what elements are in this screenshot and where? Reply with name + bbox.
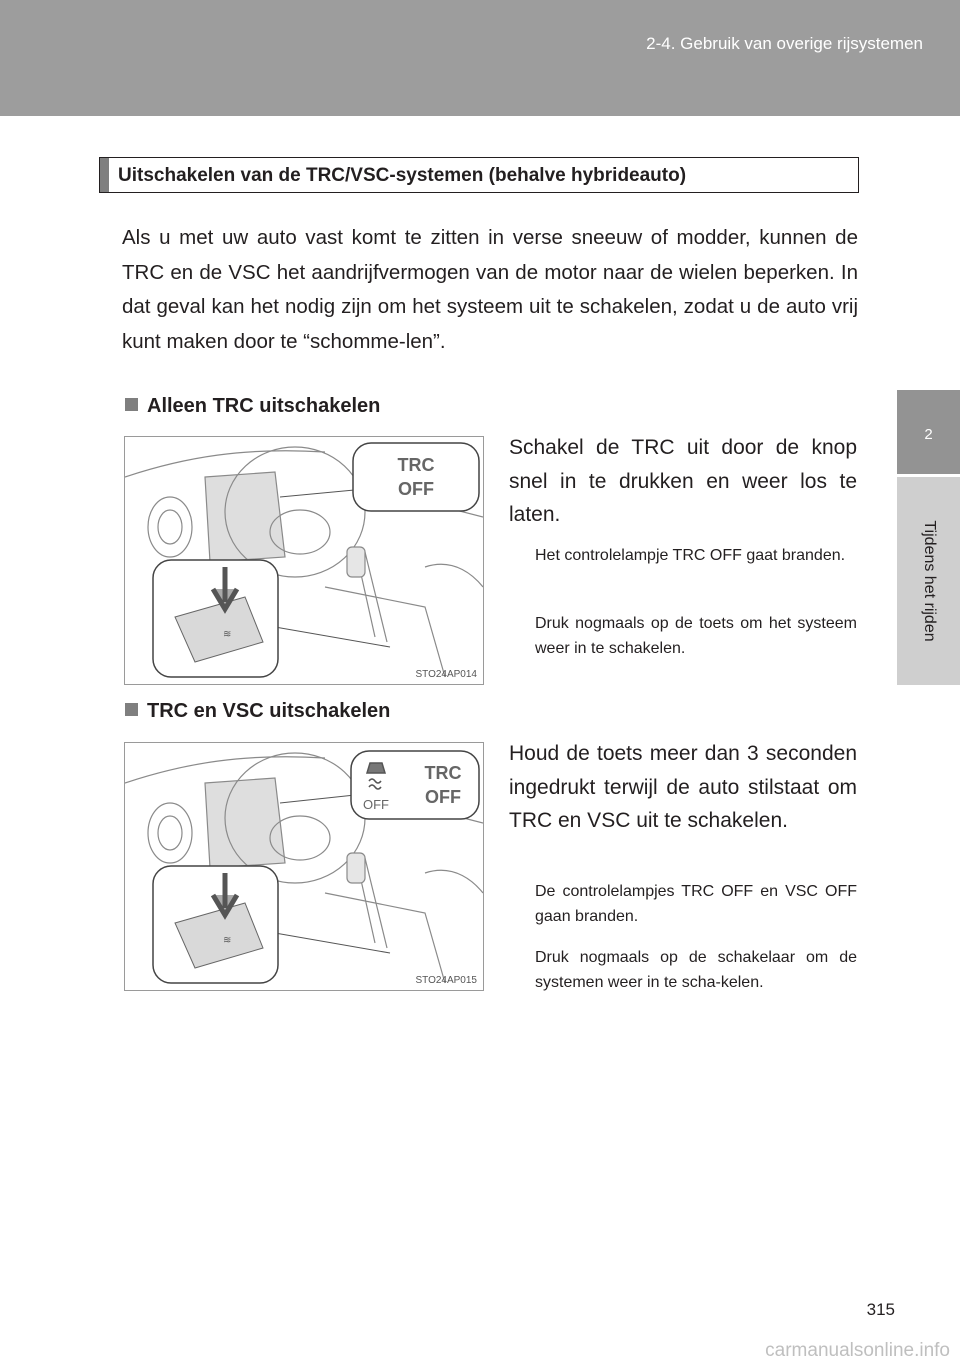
intro-paragraph: Als u met uw auto vast komt te zitten in verse sneeuw of modder, kunnen de TRC en de VSC het aandrijfvermogen van de motor naar de wielen beperken. In dat geval kan het nodig zijn om het systeem uit te schakelen, zodat u de auto vrij kunt maken door te “schomme-len”. [122,226,858,353]
callout-line-2: OFF [398,479,434,499]
subheading-trc-vsc [125,700,390,723]
chapter-label: Tijdens het rijden [920,520,938,642]
switch-icon: ≋ [223,935,232,946]
note-1: Het controlelampje TRC OFF gaat branden. [535,547,846,564]
chapter-title: 2-4. Gebruik van overige rijsystemen [646,34,923,53]
subheading-text: Alleen TRC uitschakelen [147,395,381,417]
page-header [0,0,960,116]
note-2: Druk nogmaals op de schakelaar om de systemen weer in te scha-kelen. [535,949,857,991]
illustration-trc-vsc-off [124,742,484,991]
subheading-trc-only [125,395,380,418]
callout-line-2: OFF [425,787,461,807]
chapter-tab-number [897,390,960,474]
figure-code: STO24AP014 [415,669,477,680]
chapter-tab-label [897,477,960,685]
vsc-off-label: OFF [363,797,389,812]
callout-line-1: TRC [397,455,435,475]
dashboard-illustration [125,743,483,990]
note-2: Druk nogmaals op de toets om het systeem weer in te schakelen. [535,615,857,657]
subheading-text: TRC en VSC uitschakelen [147,700,391,722]
dashboard-illustration [125,437,483,684]
heading-accent-bar [100,158,109,192]
illustration-trc-off [124,436,484,685]
section-heading-text: Uitschakelen van de TRC/VSC-systemen (behalve hybrideauto) [118,165,687,186]
page-number: 315 [866,1300,895,1319]
instruction-text: Schakel de TRC uit door de knop snel in te drukken en weer los te laten. [509,436,857,526]
note-1: De controlelampjes TRC OFF en VSC OFF gaan branden. [535,883,857,925]
figure-code: STO24AP015 [415,975,477,986]
square-bullet-icon [125,703,138,716]
callout-line-1: TRC [424,763,462,783]
watermark: carmanualsonline.info [765,1340,950,1361]
chapter-number: 2 [924,426,933,443]
section-heading [99,157,859,193]
square-bullet-icon [125,398,138,411]
switch-icon: ≋ [223,629,232,640]
instruction-text: Houd de toets meer dan 3 seconden ingedrukt terwijl de auto stilstaat om TRC en VSC uit te schakelen. [509,742,857,832]
